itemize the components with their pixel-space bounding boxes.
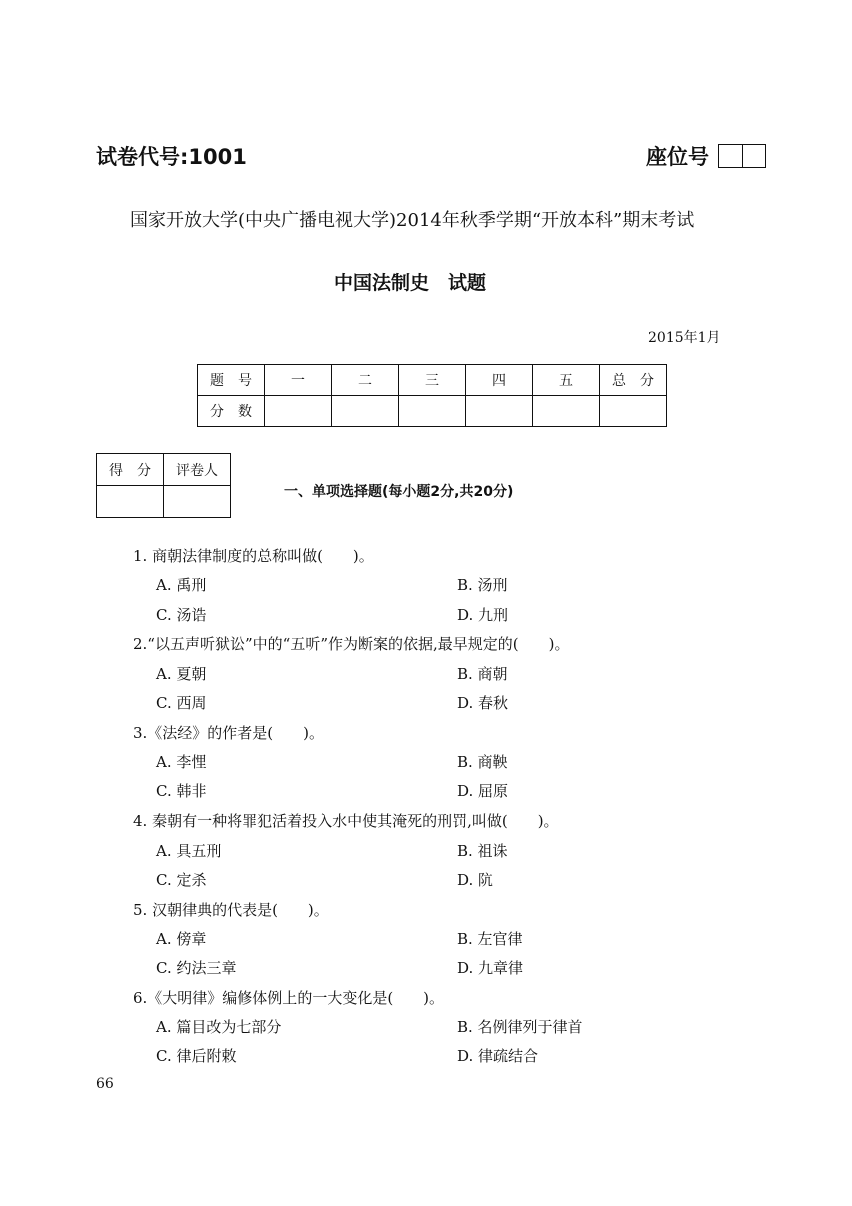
option-b: B. 祖诛 xyxy=(457,842,508,860)
page-number: 66 xyxy=(96,1076,114,1092)
score-cell xyxy=(533,396,600,427)
question-4: 4. 秦朝有一种将罪犯活着投入水中使其淹死的刑罚,叫做( )。 xyxy=(133,812,559,830)
option-b: B. 商朝 xyxy=(457,665,508,683)
section-title: 一、单项选择题(每小题2分,共20分) xyxy=(284,484,514,500)
question-6: 6.《大明律》编修体例上的一大变化是( )。 xyxy=(133,989,445,1007)
option-a: A. 禹刑 xyxy=(156,576,207,594)
option-a: A. 夏朝 xyxy=(156,665,207,683)
option-b: B. 左官律 xyxy=(457,930,523,948)
score-header-cell: 题 号 xyxy=(198,365,265,396)
option-c: C. 韩非 xyxy=(156,782,207,800)
score-table xyxy=(197,364,667,427)
option-c: C. 定杀 xyxy=(156,871,207,889)
grader-cell xyxy=(164,486,231,518)
option-c: C. 西周 xyxy=(156,694,207,712)
option-a: A. 篇目改为七部分 xyxy=(156,1018,282,1036)
score-header-cell: 总 分 xyxy=(600,365,667,396)
option-d: D. 律疏结合 xyxy=(457,1047,539,1065)
option-a: A. 傍章 xyxy=(156,930,207,948)
option-c: C. 约法三章 xyxy=(156,959,237,977)
option-d: D. 阬 xyxy=(457,871,494,889)
score-header-cell: 三 xyxy=(399,365,466,396)
score-header-cell: 一 xyxy=(265,365,332,396)
score-header-cell: 五 xyxy=(533,365,600,396)
grader-cell xyxy=(97,486,164,518)
score-cell xyxy=(332,396,399,427)
score-cell xyxy=(265,396,332,427)
score-table-header-row xyxy=(198,365,667,396)
option-d: D. 春秋 xyxy=(457,694,509,712)
score-cell xyxy=(466,396,533,427)
option-c: C. 汤诰 xyxy=(156,606,207,624)
question-1: 1. 商朝法律制度的总称叫做( )。 xyxy=(133,547,374,565)
grader-header-grader: 评卷人 xyxy=(164,454,231,486)
option-b: B. 名例律列于律首 xyxy=(457,1018,583,1036)
option-a: A. 李悝 xyxy=(156,753,207,771)
score-header-cell: 二 xyxy=(332,365,399,396)
grader-header-score: 得 分 xyxy=(97,454,164,486)
option-a: A. 具五刑 xyxy=(156,842,222,860)
option-b: B. 汤刑 xyxy=(457,576,508,594)
score-table-value-row xyxy=(198,396,667,427)
seat-number-box xyxy=(718,144,766,168)
paper-code: 试卷代号:1001 xyxy=(96,145,247,169)
exam-date: 2015年1月 xyxy=(648,330,721,346)
university-line: 国家开放大学(中央广播电视大学)2014年秋季学期“开放本科”期末考试 xyxy=(130,210,695,231)
option-d: D. 九刑 xyxy=(457,606,509,624)
question-5: 5. 汉朝律典的代表是( )。 xyxy=(133,901,329,919)
option-d: D. 屈原 xyxy=(457,782,509,800)
exam-title: 中国法制史 试题 xyxy=(334,272,487,294)
option-b: B. 商鞅 xyxy=(457,753,508,771)
score-cell xyxy=(399,396,466,427)
score-row-label: 分 数 xyxy=(198,396,265,427)
score-header-cell: 四 xyxy=(466,365,533,396)
grader-table xyxy=(96,453,231,518)
seat-label: 座位号 xyxy=(646,145,709,169)
question-3: 3.《法经》的作者是( )。 xyxy=(133,724,325,742)
question-2: 2.“以五声听狱讼”中的“五听”作为断案的依据,最早规定的( )。 xyxy=(133,635,570,653)
option-c: C. 律后附敕 xyxy=(156,1047,237,1065)
score-cell xyxy=(600,396,667,427)
option-d: D. 九章律 xyxy=(457,959,524,977)
